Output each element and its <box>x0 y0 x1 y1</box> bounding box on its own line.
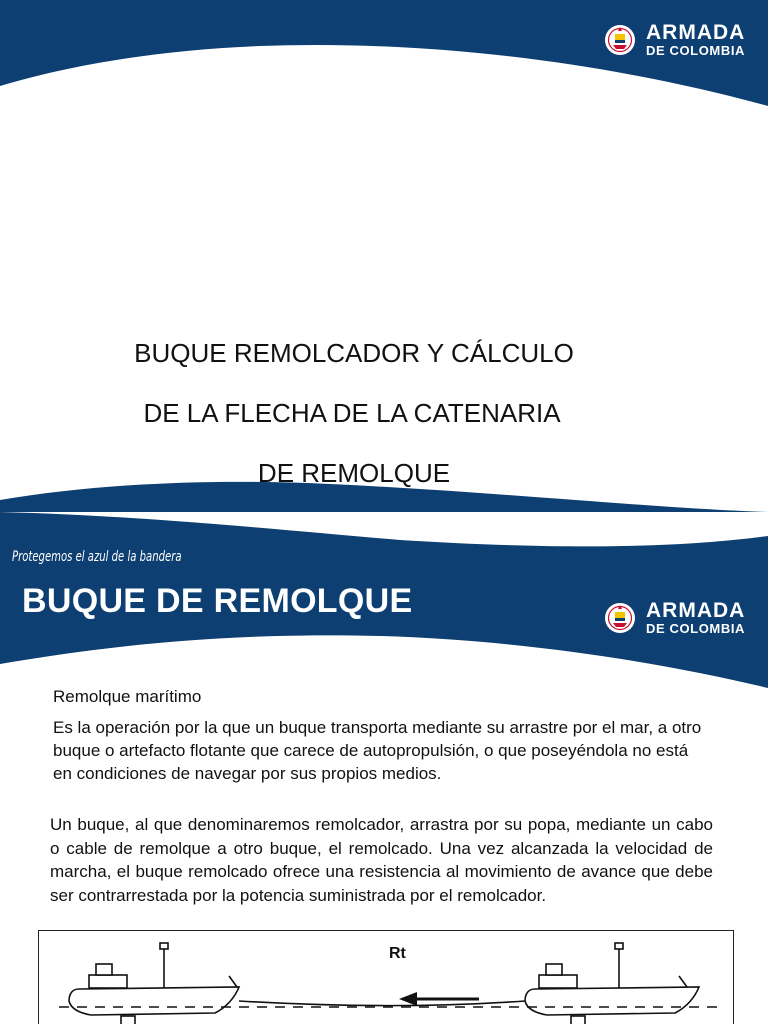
rt-arrow-head <box>399 992 417 1006</box>
tow-line <box>239 1001 525 1006</box>
towed-box <box>571 1016 585 1024</box>
logo-line2: DE COLOMBIA <box>646 621 746 636</box>
towed-hull <box>525 987 699 1015</box>
tug-hull <box>69 987 239 1015</box>
rt-label: Rt <box>389 945 406 962</box>
logo-line1: ARMADA <box>646 599 746 622</box>
title-line-3: DE REMOLQUE <box>257 458 451 488</box>
paragraph-1: Es la operación por la que un buque transporta mediante su arrastre por el mar, a otro buque o artefacto flotante que carece de autopropulsión, o que poseyéndola no está en condiciones de navegar por sus propios medios. <box>53 718 702 783</box>
paragraph-2: Un buque, al que denominaremos remolcador, arrastra por su popa, mediante un cabo o cable de remolque a otro buque, el remolcado. Una vez alcanzada la velocidad de marcha, el buque remolcado ofrece una resistencia al movimiento de avance que debe ser contrarrestada por la potencia suministrada por el remolcador. <box>50 815 713 905</box>
title-line-2: DE LA FLECHA DE LA CATENARIA <box>143 398 561 428</box>
towed-bridge <box>546 964 562 975</box>
navy-seal-icon <box>604 23 636 57</box>
tug-propeller-box <box>121 1016 135 1024</box>
content-slide <box>0 512 768 1024</box>
towing-illustration <box>39 931 733 1024</box>
towing-diagram <box>38 930 734 1024</box>
logo-line2: DE COLOMBIA <box>646 43 746 58</box>
tug-cabin <box>89 975 127 988</box>
armada-logo-2 <box>604 600 745 635</box>
title-line-1: BUQUE REMOLCADOR Y CÁLCULO <box>134 338 574 368</box>
navy-seal-icon <box>604 601 636 635</box>
tug-bridge <box>96 964 112 975</box>
slide-title: BUQUE DE REMOLQUE <box>22 582 413 620</box>
logo-line1: ARMADA <box>646 21 746 44</box>
armada-logo <box>604 22 745 57</box>
subheading: Remolque marítimo <box>53 687 202 706</box>
towed-cabin <box>539 975 577 988</box>
slogan-text: Protegemos el azul de la bandera <box>12 549 182 565</box>
